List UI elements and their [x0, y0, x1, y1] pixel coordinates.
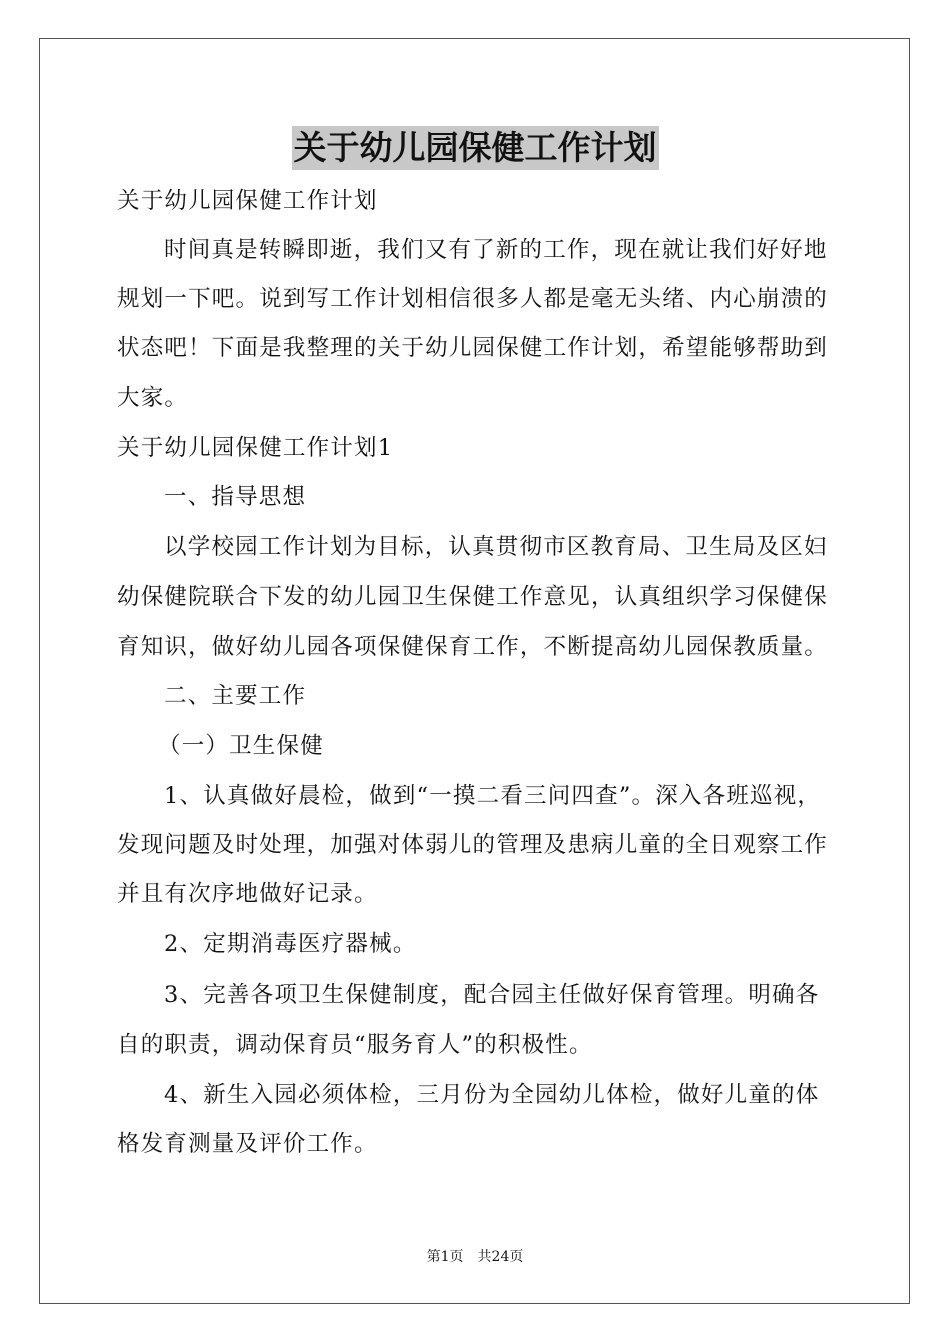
paragraph-line: 状态吧！下面是我整理的关于幼儿园保健工作计划，希望能够帮助到 — [117, 335, 829, 361]
subsection-heading: 二、主要工作 — [164, 683, 307, 709]
page-footer: 第1页 共24页 — [426, 1249, 524, 1265]
page-border — [39, 38, 910, 1304]
paragraph-line: 并且有次序地做好记录。 — [117, 881, 378, 907]
document-title: 关于幼儿园保健工作计划 — [292, 126, 659, 170]
paragraph-line: 时间真是转瞬即逝，我们又有了新的工作，现在就让我们好好地 — [164, 237, 828, 263]
paragraph-line: 大家。 — [117, 385, 189, 411]
paragraph-line: 发现问题及时处理，加强对体弱儿的管理及患病儿童的全日观察工作 — [117, 832, 829, 858]
paragraph-line: 2、定期消毒医疗器械。 — [164, 931, 417, 957]
paragraph-line: 3、完善各项卫生保健制度，配合园主任做好保育管理。明确各 — [164, 982, 820, 1008]
paragraph-line: 以学校园工作计划为目标，认真贯彻市区教育局、卫生局及区妇 — [164, 534, 828, 560]
subsection-heading: 一、指导思想 — [164, 484, 307, 510]
subsection-heading: （一）卫生保健 — [158, 733, 324, 759]
paragraph-line: 1、认真做好晨检，做到“一摸二看三问四查”。深入各班巡视， — [164, 783, 822, 809]
paragraph-line: 格发育测量及评价工作。 — [117, 1131, 378, 1157]
paragraph-line: 育知识，做好幼儿园各项保健保育工作，不断提高幼儿园保教质量。 — [117, 634, 829, 660]
paragraph-line: 自的职责，调动保育员“服务育人”的积极性。 — [117, 1032, 593, 1058]
paragraph-line: 规划一下吧。说到写工作计划相信很多人都是毫无头绪、内心崩溃的 — [117, 286, 829, 312]
paragraph-line: 幼保健院联合下发的幼儿园卫生保健工作意见，认真组织学习保健保 — [117, 584, 829, 610]
paragraph-line: 4、新生入园必须体检，三月份为全园幼儿体检，做好儿童的体 — [164, 1082, 820, 1108]
title-container — [0, 126, 950, 170]
section-heading: 关于幼儿园保健工作计划1 — [117, 435, 394, 461]
subtitle-line: 关于幼儿园保健工作计划 — [117, 188, 378, 214]
